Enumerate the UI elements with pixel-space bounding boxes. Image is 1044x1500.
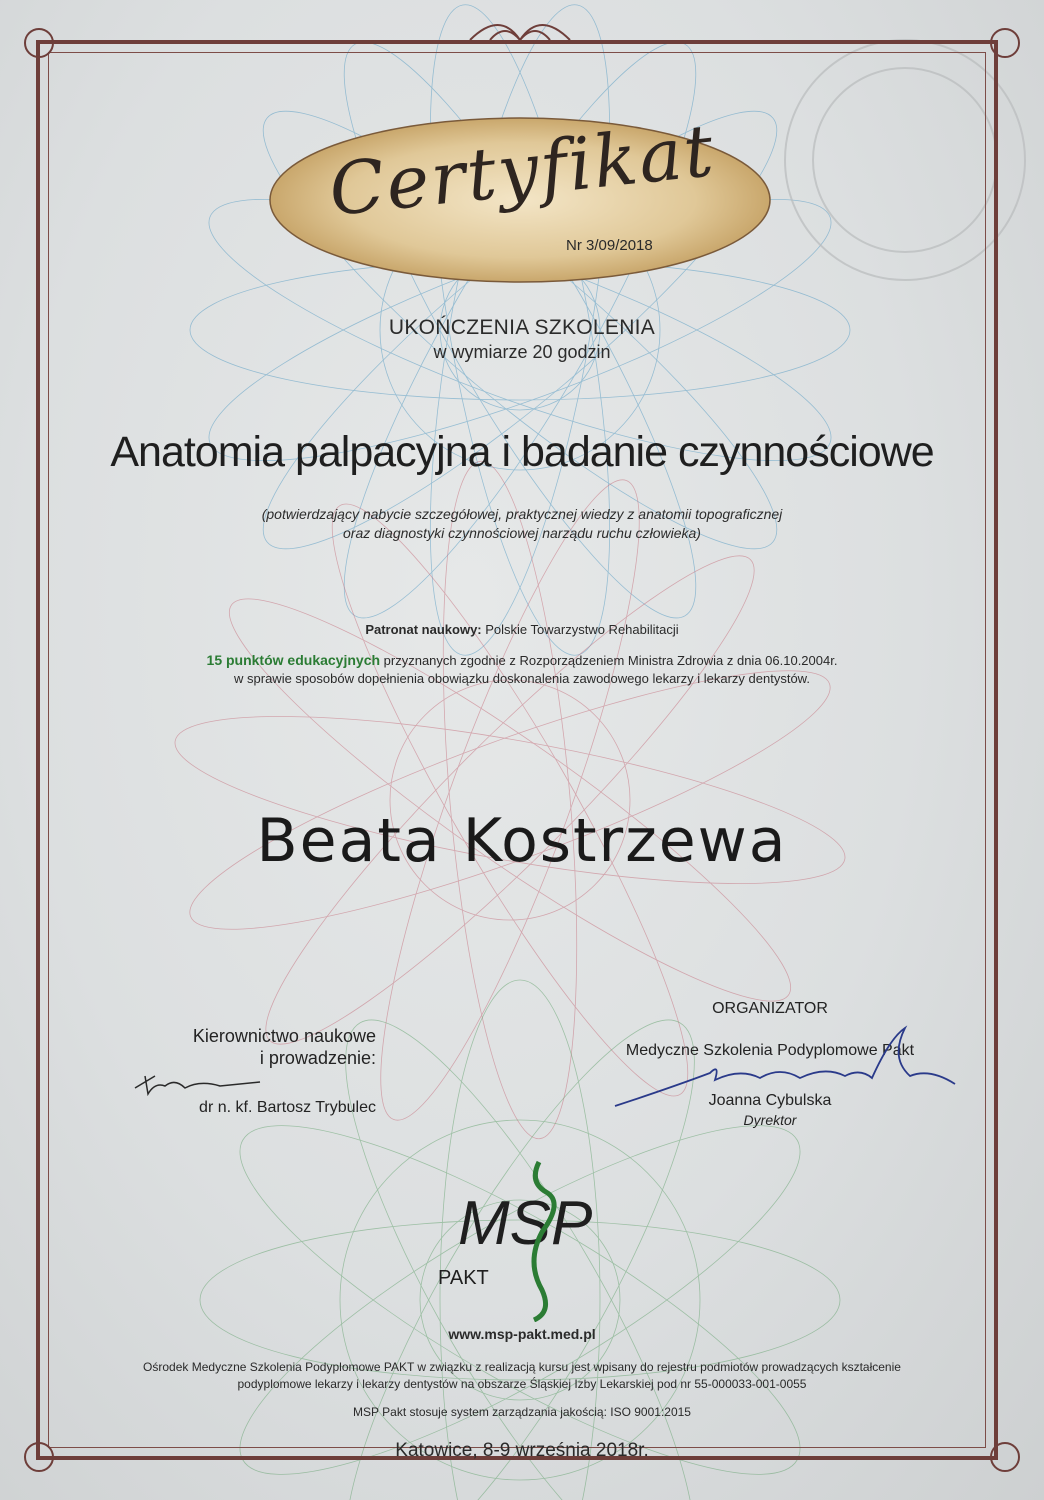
left-signatory-name: dr n. kf. Bartosz Trybulec: [199, 1099, 376, 1116]
footer-line3: MSP Pakt stosuje system zarządzania jakością: ISO 9001:2015: [353, 1405, 691, 1419]
subtitle-line2: w wymiarze 20 godzin: [433, 342, 611, 362]
top-ornament: [470, 25, 570, 40]
points-line2: w sprawie sposobów dopełnienia obowiązku doskonalenia zawodowego lekarzy i lekarzy dentystów.: [234, 671, 810, 686]
msp-pakt-logo: [434, 1152, 604, 1322]
patronage-label: Patronat naukowy:: [365, 622, 482, 637]
place-date: Katowice, 8-9 września 2018r.: [395, 1440, 649, 1461]
left-signature: [130, 1068, 270, 1098]
organizer-person: Joanna Cybulska: [708, 1092, 832, 1109]
certificate-title: Certyfikat: [325, 108, 719, 232]
logo-main-text: MSP: [458, 1189, 593, 1258]
certificate-number: Nr 3/09/2018: [566, 237, 653, 254]
patronage: [0, 622, 1044, 637]
footer-line2: podyplomowe lekarzy i lekarzy dentystów na obszarze Śląskiej Izby Lekarskiej pod nr 55-000033-001-0055: [237, 1377, 807, 1391]
organizer-company: Medyczne Szkolenia Podyplomowe Pakt: [625, 1042, 915, 1059]
left-role-line2: i prowadzenie:: [259, 1048, 376, 1068]
organizer-role: Dyrektor: [743, 1112, 797, 1128]
logo-sub-text: PAKT: [438, 1267, 489, 1289]
points-text: przyznanych zgodnie z Rozporządzeniem Ministra Zdrowia z dnia 06.10.2004r.: [383, 653, 838, 668]
points-highlight: 15 punktów edukacyjnych: [206, 652, 381, 668]
description-line1: (potwierdzający nabycie szczegółowej, praktycznej wiedzy z anatomii topograficznej: [261, 506, 783, 522]
subtitle-line1: UKOŃCZENIA SZKOLENIA: [388, 316, 656, 339]
course-name: Anatomia palpacyjna i badanie czynnościowe: [110, 428, 934, 476]
organizer-heading: ORGANIZATOR: [712, 1000, 828, 1017]
patronage-value: Polskie Towarzystwo Rehabilitacji: [485, 622, 679, 637]
recipient-name: Beata Kostrzewa: [256, 806, 788, 876]
left-role-line1: Kierownictwo naukowe: [192, 1026, 376, 1046]
corner-ornament-top-left: [24, 28, 54, 58]
points-line1: [0, 652, 1044, 668]
right-signature: [610, 1018, 970, 1108]
footer-line1: Ośrodek Medyczne Szkolenia Podyplomowe PAKT w związku z realizacją kursu jest wpisany do rejestru podmiotów prowadzących kształcenie: [143, 1360, 901, 1374]
corner-ornament-top-right: [990, 28, 1020, 58]
footer-url[interactable]: www.msp-pakt.med.pl: [448, 1326, 596, 1342]
description-line2: oraz diagnostyki czynnościowej narządu ruchu człowieka): [343, 525, 701, 541]
